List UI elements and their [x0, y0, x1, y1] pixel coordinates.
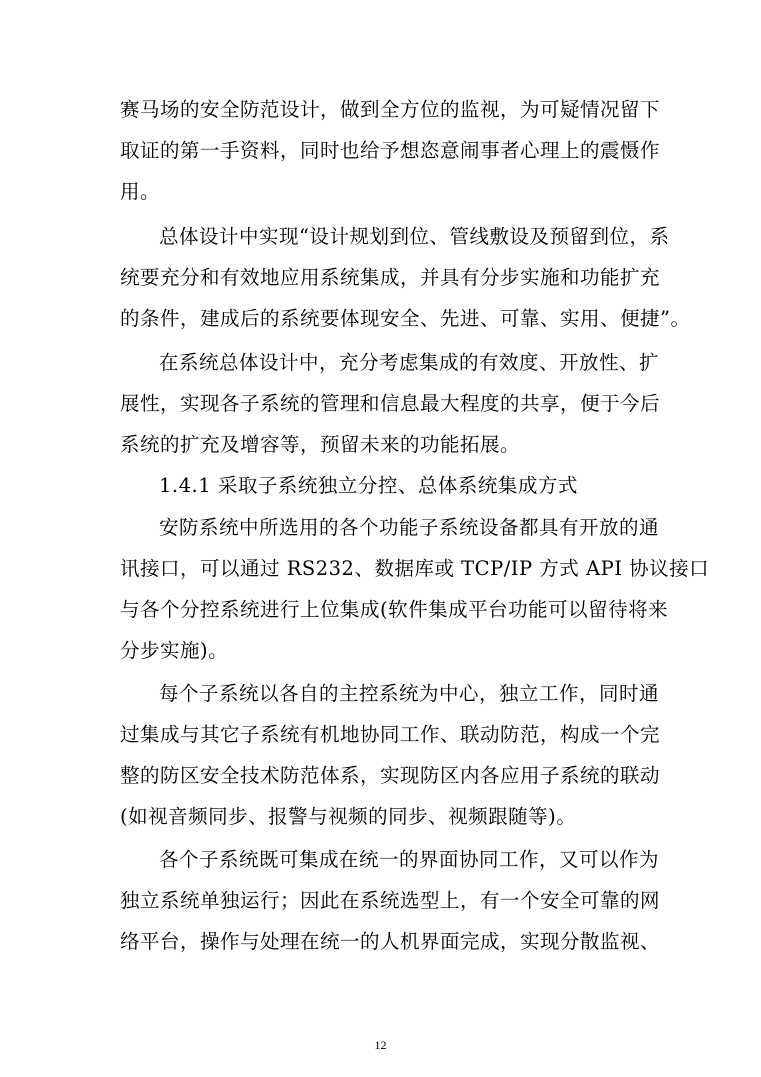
body-text-line: 用。: [120, 180, 161, 203]
paragraph-first-line: 每个子系统以各自的主控系统为中心，独立工作，同时通: [159, 682, 660, 705]
body-text-line: (如视音频同步、报警与视频的同步、视频跟随等)。: [120, 805, 577, 828]
body-text-line: 分步实施)。: [120, 639, 229, 662]
body-text-line: 赛马场的安全防范设计，做到全方位的监视，为可疑情况留下: [120, 98, 661, 121]
body-text-line: 讯接口，可以通过 RS232、数据库或 TCP/IP 方式 API 协议接口: [120, 557, 710, 580]
paragraph-first-line: 总体设计中实现“设计规划到位、管线敷设及预留到位，系: [159, 225, 670, 248]
page-number: 12: [374, 1038, 387, 1052]
body-text-line: 过集成与其它子系统有机地协同工作、联动防范，构成一个完: [120, 723, 661, 746]
body-text-line: 与各个分控系统进行上位集成(软件集成平台功能可以留待将来: [120, 598, 669, 621]
section-heading: 1.4.1 采取子系统独立分控、总体系统集成方式: [159, 474, 578, 497]
paragraph-first-line: 安防系统中所选用的各个功能子系统设备都具有开放的通: [159, 516, 660, 539]
body-text-line: 整的防区安全技术防范体系，实现防区内各应用子系统的联动: [120, 764, 661, 787]
body-text-line: 独立系统单独运行；因此在系统选型上，有一个安全可靠的网: [120, 889, 661, 912]
body-text-line: 统要充分和有效地应用系统集成，并具有分步实施和功能扩充: [120, 266, 661, 289]
body-text-line: 的条件，建成后的系统要体现安全、先进、可靠、实用、便捷”。: [120, 307, 691, 330]
body-text-line: 系统的扩充及增容等，预留未来的功能拓展。: [120, 433, 521, 456]
body-text-line: 展性，实现各子系统的管理和信息最大程度的共享，便于今后: [120, 392, 661, 415]
body-text-line: 取证的第一手资料，同时也给予想恣意闹事者心理上的震慑作: [120, 139, 661, 162]
body-text-line: 络平台，操作与处理在统一的人机界面完成，实现分散监视、: [120, 930, 661, 953]
paragraph-first-line: 在系统总体设计中，充分考虑集成的有效度、开放性、扩: [159, 351, 660, 374]
paragraph-first-line: 各个子系统既可集成在统一的界面协同工作，又可以作为: [159, 848, 660, 871]
